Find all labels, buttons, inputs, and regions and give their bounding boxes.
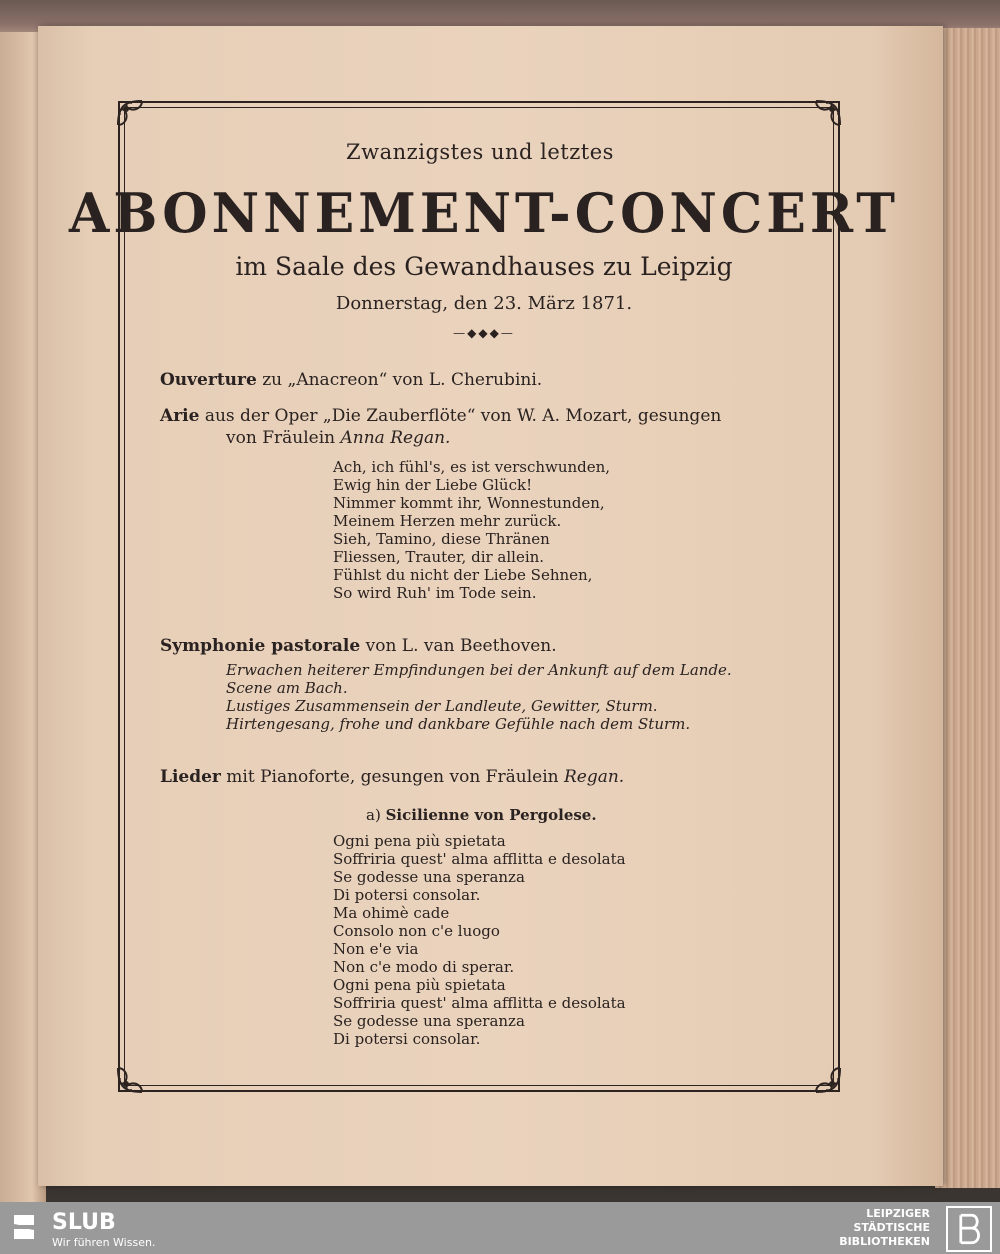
poem-line: Ma ohimè cade	[333, 904, 450, 922]
poem-line: Soffriria quest' alma afflitta e desolata	[333, 994, 626, 1012]
program-item-label: Lieder	[160, 767, 221, 787]
symphonie-movements	[226, 661, 732, 733]
program-item-text: mit Pianoforte, gesungen von Fräulein	[220, 767, 564, 787]
program-item-text: aus der Oper „Die Zauberflöte“ von W. A. Mozart, gesungen	[199, 406, 722, 426]
corner-ornament-top-left-icon	[112, 95, 162, 145]
poem-line: Nimmer kommt ihr, Wonnestunden,	[333, 494, 605, 512]
library-name-line: LEIPZIGER	[866, 1207, 930, 1220]
poem-line: Non c'e modo di sperar.	[333, 958, 515, 976]
program-item-label: Arie	[160, 406, 200, 426]
poem-line: Consolo non c'e luogo	[333, 922, 500, 940]
program-item-arie-singer-line	[226, 428, 450, 448]
poem-line: Di potersi consolar.	[333, 886, 481, 904]
arie-poem	[333, 458, 610, 602]
poem-line: Fühlst du nicht der Liebe Sehnen,	[333, 566, 593, 584]
poem-line: Non e'e via	[333, 940, 419, 958]
subitem-marker: a)	[366, 806, 381, 824]
poem-line: So wird Ruh' im Tode sein.	[333, 584, 537, 602]
program-item-text: von L. van Beethoven.	[360, 636, 557, 656]
poem-line: Meinem Herzen mehr zurück.	[333, 512, 562, 530]
lieder-poem	[333, 832, 626, 1048]
program-item-lieder	[160, 767, 624, 787]
slub-logo-icon[interactable]	[10, 1211, 38, 1243]
poem-line: Se godesse una speranza	[333, 1012, 525, 1030]
concert-number-line: Zwanzigstes und letztes	[346, 140, 614, 164]
page-title: ABONNEMENT-CONCERT	[69, 181, 899, 246]
lieder-subitem-a	[366, 806, 597, 824]
library-name[interactable]	[839, 1207, 930, 1249]
program-item-symphonie	[160, 636, 557, 656]
singer-prefix: von Fräulein	[226, 428, 341, 448]
program-item-label: Ouverture	[160, 370, 257, 390]
venue-line: im Saale des Gewandhauses zu Leipzig	[235, 252, 733, 281]
poem-line: Ach, ich fühl's, es ist verschwunden,	[333, 458, 611, 476]
concert-date: Donnerstag, den 23. März 1871.	[335, 293, 633, 314]
slub-name[interactable]: SLUB	[52, 1210, 116, 1235]
poem-line: Fliessen, Trauter, dir allein.	[333, 548, 545, 566]
program-item-text: zu „Anacreon“ von L. Cherubini.	[256, 370, 543, 390]
library-name-line: STÄDTISCHE	[853, 1221, 930, 1234]
program-item-label: Symphonie pastorale	[160, 636, 361, 656]
subitem-title: Sicilienne von Pergolese.	[385, 806, 597, 824]
poem-line: Di potersi consolar.	[333, 1030, 481, 1048]
poem-line: Ogni pena più spietata	[333, 832, 506, 850]
program-item-ouverture	[160, 370, 542, 390]
poem-line: Ogni pena più spietata	[333, 976, 506, 994]
corner-ornament-top-right-icon	[796, 95, 846, 145]
movement-line: Erwachen heiterer Empfindungen bei der Ankunft auf dem Lande.	[226, 661, 732, 679]
program-item-arie	[160, 406, 721, 426]
poem-line: Sieh, Tamino, diese Thränen	[333, 530, 550, 548]
library-name-line: BIBLIOTHEKEN	[839, 1235, 930, 1248]
corner-ornament-bottom-right-icon	[796, 1048, 846, 1098]
footer-bar	[0, 1202, 1000, 1254]
corner-ornament-bottom-left-icon	[112, 1048, 162, 1098]
movement-line: Scene am Bach.	[226, 679, 348, 697]
divider-ornament: —◆◆◆—	[453, 326, 515, 340]
slub-tagline: Wir führen Wissen.	[52, 1236, 156, 1249]
movement-line: Hirtengesang, frohe und dankbare Gefühle nach dem Sturm.	[226, 715, 691, 733]
poem-line: Se godesse una speranza	[333, 868, 525, 886]
singer-name: Regan.	[563, 767, 625, 787]
movement-line: Lustiges Zusammensein der Landleute, Gewitter, Sturm.	[226, 697, 658, 715]
library-logo-icon[interactable]	[946, 1206, 992, 1252]
poem-line: Soffriria quest' alma afflitta e desolata	[333, 850, 626, 868]
singer-name: Anna Regan.	[340, 428, 451, 448]
poem-line: Ewig hin der Liebe Glück!	[333, 476, 533, 494]
